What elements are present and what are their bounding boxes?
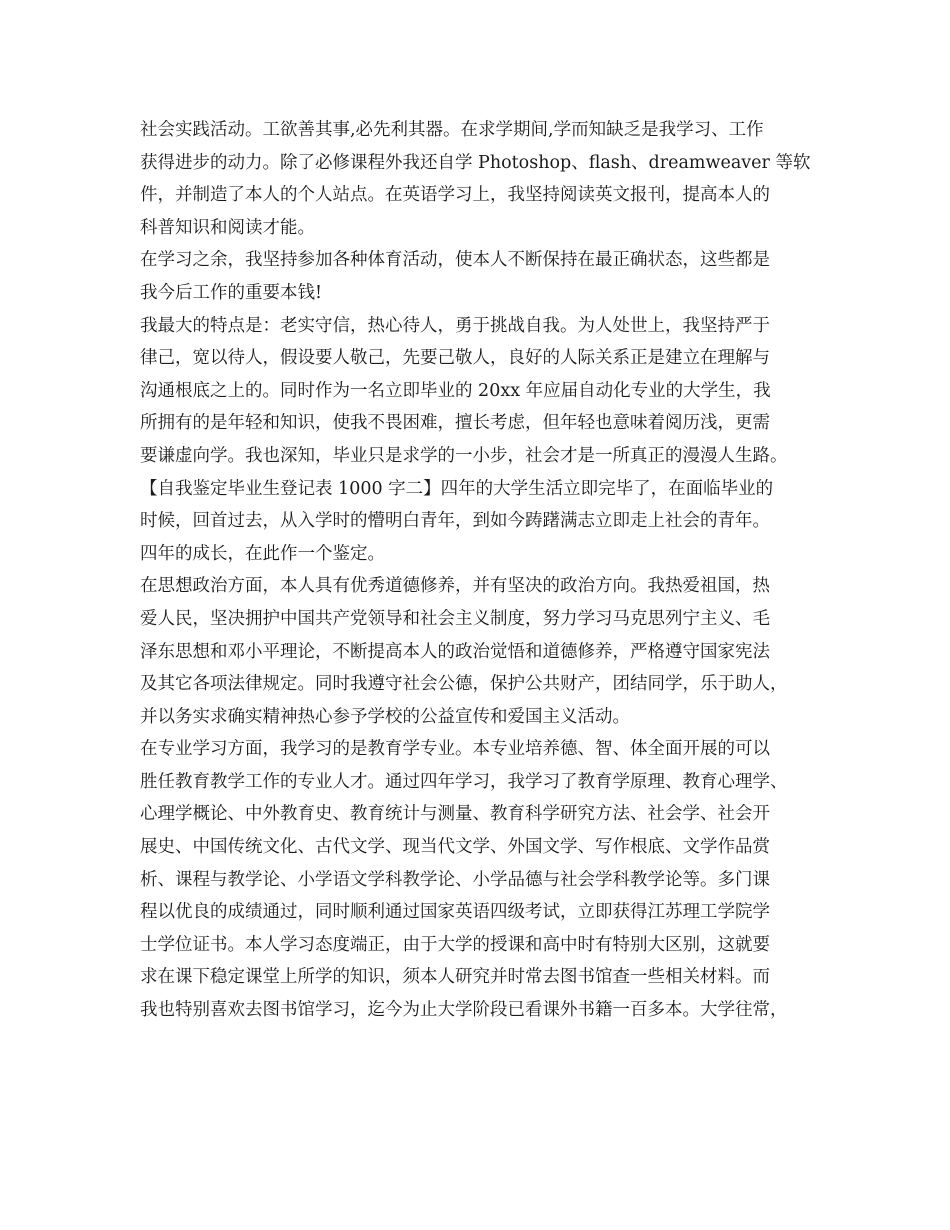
text-line: 我最大的特点是：老实守信，热心待人，勇于挑战自我。为人处世上，我坚持严于 xyxy=(140,315,770,336)
text-line: 件，并制造了本人的个人站点。在英语学习上，我坚持阅读英文报刊，提高本人的 xyxy=(140,185,770,206)
text-line: 【自我鉴定毕业生登记表 1000 字二】四年的大学生活立即完毕了，在面临毕业的 xyxy=(140,478,774,499)
text-line: 展史、中国传统文化、古代文学、现当代文学、外国文学、写作根底、文学作品赏 xyxy=(140,837,770,858)
text-line: 要谦虚向学。我也深知，毕业只是求学的一小步，社会才是一所真正的漫漫人生路。 xyxy=(140,445,788,466)
text-line: 我今后工作的重要本钱! xyxy=(140,282,323,303)
text-line: 心理学概论、中外教育史、教育统计与测量、教育科学研究方法、社会学、社会开 xyxy=(140,804,770,825)
text-line: 律己，宽以待人，假设要人敬己，先要己敬人，良好的人际关系正是建立在理解与 xyxy=(140,348,770,369)
text-line: 获得进步的动力。除了必修课程外我还自学 Photoshop、flash、dreamweaver 等软 xyxy=(140,152,811,173)
text-line: 程以优良的成绩通过，同时顺利通过国家英语四级考试，立即获得江苏理工学院学 xyxy=(140,902,770,923)
text-line: 及其它各项法律规定。同时我遵守社会公德，保护公共财产，团结同学，乐于助人， xyxy=(140,674,788,695)
text-line: 沟通根底之上的。同时作为一名立即毕业的 20xx 年应届自动化专业的大学生，我 xyxy=(140,380,771,401)
text-line: 在专业学习方面，我学习的是教育学专业。本专业培养德、智、体全面开展的可以 xyxy=(140,739,770,760)
text-line: 四年的成长，在此作一个鉴定。 xyxy=(140,543,385,564)
text-line: 士学位证书。本人学习态度端正，由于大学的授课和高中时有特别大区别，这就要 xyxy=(140,934,770,955)
text-line: 在学习之余，我坚持参加各种体育活动，使本人不断保持在最正确状态，这些都是 xyxy=(140,250,770,271)
text-line: 求在课下稳定课堂上所学的知识，须本人研究并时常去图书馆查一些相关材料。而 xyxy=(140,967,770,988)
text-line: 胜任教育教学工作的专业人才。通过四年学习，我学习了教育学原理、教育心理学、 xyxy=(140,771,788,792)
text-line: 并以务实求确实精神热心参予学校的公益宣传和爱国主义活动。 xyxy=(140,706,630,727)
text-line: 爱人民，坚决拥护中国共产党领导和社会主义制度，努力学习马克思列宁主义、毛 xyxy=(140,608,770,629)
text-line: 析、课程与教学论、小学语文学科教学论、小学品德与社会学科教学论等。多门课 xyxy=(140,869,770,890)
text-line: 泽东思想和邓小平理论，不断提高本人的政治觉悟和道德修养，严格遵守国家宪法 xyxy=(140,641,770,662)
text-line: 我也特别喜欢去图书馆学习，迄今为止大学阶段已看课外书籍一百多本。大学往常， xyxy=(140,1000,788,1021)
text-line: 所拥有的是年轻和知识，使我不畏困难，擅长考虑，但年轻也意味着阅历浅，更需 xyxy=(140,413,770,434)
text-line: 社会实践活动。工欲善其事,必先利其器。在求学期间,学而知缺乏是我学习、工作 xyxy=(140,120,764,140)
text-line: 在思想政治方面，本人具有优秀道德修养，并有坚决的政治方向。我热爱祖国，热 xyxy=(140,576,770,597)
text-line: 科普知识和阅读才能。 xyxy=(140,217,315,238)
text-line: 时候，回首过去，从入学时的懵明白青年，到如今踌躇满志立即走上社会的青年。 xyxy=(140,511,770,532)
document-body xyxy=(140,114,830,1027)
